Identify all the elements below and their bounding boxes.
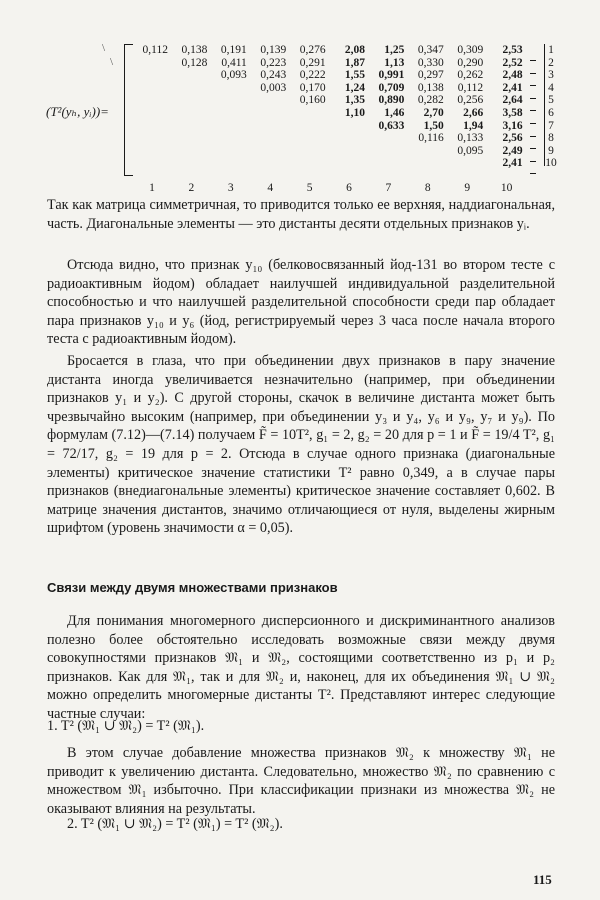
matrix-cell: 3,16 (502, 119, 523, 132)
matrix-column-number: 4 (267, 182, 274, 194)
matrix-row-number: 3 (548, 69, 554, 82)
page-number: 115 (533, 872, 552, 887)
matrix-cell: 1,10 (344, 107, 365, 119)
matrix-cell: 1,24 (344, 81, 365, 94)
matrix-cell: 2,41 (502, 81, 523, 94)
matrix-cell: 0,991 (378, 69, 405, 82)
matrix-row-tick (530, 60, 536, 61)
matrix-cell: 0,276 (299, 44, 326, 56)
matrix-cell: 0,222 (299, 69, 326, 82)
paragraph-case-1: В этом случае добавление множества признаков 𝔐₂ к множеству 𝔐₁ не приводит к увеличению дистанта. Следовательно, множество 𝔐₂ по сравнению с множеством 𝔐₁ избыточно. При классификации признаки из множества 𝔐₂ не оказывают влияния на результаты. (47, 745, 555, 817)
matrix-cell: 1,46 (384, 107, 405, 119)
matrix-cell: 0,890 (378, 94, 405, 107)
matrix-cell: 1,94 (463, 119, 484, 132)
paragraph-two-sets: Для понимания многомерного дисперсионного и дискриминантного анализов полезно более обстоятельно исследовать возможные связи между двумя совокупностями признаков 𝔐₁ и 𝔐₂, состоящими соответственно из p₁ и p₂ признаков. Как для 𝔐₁, так и для 𝔐₂ и, наконец, для их объединения 𝔐₁ ∪ 𝔐₂ можно определить многомерные дистанты T². Представляют интерес следующие частные случаи: (47, 613, 555, 722)
matrix-column-number: 7 (385, 182, 392, 194)
matrix-cell: 2,41 (502, 157, 523, 170)
matrix-row-number: 10 (545, 157, 557, 170)
matrix-cell: 1,25 (384, 44, 405, 56)
matrix-row-tick (530, 161, 536, 162)
matrix-cell: 0,243 (260, 69, 287, 82)
matrix-row-number: 2 (548, 56, 554, 69)
matrix-cell: 0,003 (260, 81, 287, 94)
matrix-column-number: 1 (149, 182, 155, 194)
matrix-cell: 0,116 (418, 132, 444, 145)
matrix-cell: 0,223 (260, 56, 287, 69)
matrix-cell: 0,112 (142, 44, 168, 56)
matrix-cell: 0,133 (457, 132, 484, 145)
matrix-row-tick (530, 148, 536, 149)
matrix-cell: 0,138 (181, 44, 208, 56)
matrix-row-number: 9 (548, 144, 554, 157)
matrix-row-tick (530, 123, 536, 124)
matrix-row-number: 1 (548, 44, 554, 56)
matrix-cell: 2,08 (344, 44, 365, 56)
matrix-cell: 0,262 (457, 69, 484, 82)
matrix-cell: 0,112 (457, 81, 484, 94)
matrix-cell: 0,170 (299, 81, 326, 94)
matrix-row-number: 5 (548, 94, 554, 107)
matrix-cell: 1,50 (423, 119, 444, 132)
matrix-column-number: 3 (227, 182, 234, 194)
matrix-row-number: 8 (548, 132, 554, 145)
matrix-cell: 0,411 (221, 56, 247, 69)
matrix-cell: 0,191 (220, 44, 247, 56)
matrix-cell: 3,58 (502, 107, 523, 119)
matrix-cell: 0,095 (457, 144, 484, 157)
diagonal-mark: \ (110, 56, 114, 68)
diagonal-mark: \ (102, 42, 106, 54)
matrix-cell: 0,290 (457, 56, 484, 69)
matrix-row-tick (530, 98, 536, 99)
matrix-column-number: 8 (424, 182, 431, 194)
matrix-cell: 0,330 (417, 56, 444, 69)
paragraph-pair-combination: Бросается в глаза, что при объединении двух признаков в пару значение дистанта иногда увеличивается незначительно (например, при объединении признаков y₁ и y₂). С другой стороны, скачок в величине дистанта может быть чрезвычайно высоким (например, при объединении y₃ и y₄, y₆ и y₉, y₇ и y₉). По формулам (7.12)—(7.14) получаем F̃ = 10T², g₁ = 2, g₂ = 20 для p = 1 и F̃ = 19/4 T², g₁ = 72/17, g₂ = 19 для p = 2. Отсюда в случае одного признака (диагональные элементы) критическое значение статистики T² равно 0,349, а в случае пары признаков (внедиагональные элементы) критическое значение составляет 0,602. В матрице значения дистантов, значимо отличающиеся от нуля, выделены жирным шрифтом (уровень значимости α = 0,05). (47, 353, 555, 537)
matrix-left-bracket (124, 44, 133, 176)
matrix-cell: 2,70 (423, 107, 444, 119)
matrix-cell: 1,87 (344, 56, 365, 69)
matrix-cell: 1,13 (384, 56, 405, 69)
matrix-row-tick (530, 173, 536, 174)
matrix-cell: 0,139 (260, 44, 287, 56)
case-2-formula: 2. T² (𝔐₁ ∪ 𝔐₂) = T² (𝔐₁) = T² (𝔐₂). (67, 816, 283, 832)
matrix-cell: 2,64 (502, 94, 523, 107)
matrix-column-number: 2 (188, 182, 195, 194)
matrix-cell: 2,49 (502, 144, 523, 157)
matrix-cell: 1,55 (344, 69, 365, 82)
matrix-cell: 2,52 (502, 56, 523, 69)
matrix-cell: 1,35 (344, 94, 365, 107)
matrix-cell: 0,160 (299, 94, 326, 107)
matrix-row-tick (530, 136, 536, 137)
matrix-cell: 0,282 (417, 94, 444, 107)
matrix-cell: 0,347 (417, 44, 444, 56)
matrix-row-number: 7 (548, 119, 554, 132)
distance-matrix (44, 40, 564, 200)
matrix-cell: 2,53 (502, 44, 523, 56)
matrix-cell: 0,633 (378, 119, 405, 132)
matrix-cell: 2,48 (502, 69, 523, 82)
matrix-cell: 2,56 (502, 132, 523, 145)
matrix-cell: 0,128 (181, 56, 208, 69)
matrix-cell: 0,138 (417, 81, 444, 94)
matrix-cell: 0,256 (457, 94, 484, 107)
matrix-cell: 0,291 (299, 56, 326, 69)
matrix-column-number: 10 (500, 182, 513, 194)
matrix-cell: 0,309 (457, 44, 484, 56)
matrix-cell: 0,093 (220, 69, 247, 82)
matrix-column-number: 6 (346, 182, 352, 194)
paragraph-best-feature: Отсюда видно, что признак y₁₀ (белковосвязанный йод-131 во втором тесте с радиоактивным йодом) обладает наилучшей индивидуальной разделительной способностью и что наилучшей разделительной способности среди пар обладает пара признаков y₁₀ и y₆ (йод, регистрируемый через 3 часа после начала второго теста с радиоактивным йодом). (47, 257, 555, 348)
matrix-row-number: 4 (548, 81, 554, 94)
matrix-column-number: 5 (306, 182, 313, 194)
matrix-row-tick (530, 85, 536, 86)
matrix-row-tick (530, 73, 536, 74)
section-heading: Связи между двумя множествами признаков (47, 580, 338, 595)
matrix-row-tick (530, 110, 536, 111)
matrix-column-number: 9 (464, 182, 471, 194)
matrix-cell: 0,709 (378, 81, 405, 94)
matrix-cell: 2,66 (463, 107, 484, 119)
paragraph-symmetric-matrix: Так как матрица симметричная, то приводится только ее верхняя, наддиагональная, часть. Диагональные элементы — это дистанты десяти отдельных признаков yᵢ. (47, 197, 555, 232)
matrix-row-number: 6 (548, 107, 554, 119)
case-1-formula: 1. T² (𝔐₁ ∪ 𝔐₂) = T² (𝔐₁). (47, 718, 205, 734)
matrix-label: (T²(yₕ, yᵢ))= (46, 104, 109, 119)
matrix-cell: 0,297 (417, 69, 444, 82)
